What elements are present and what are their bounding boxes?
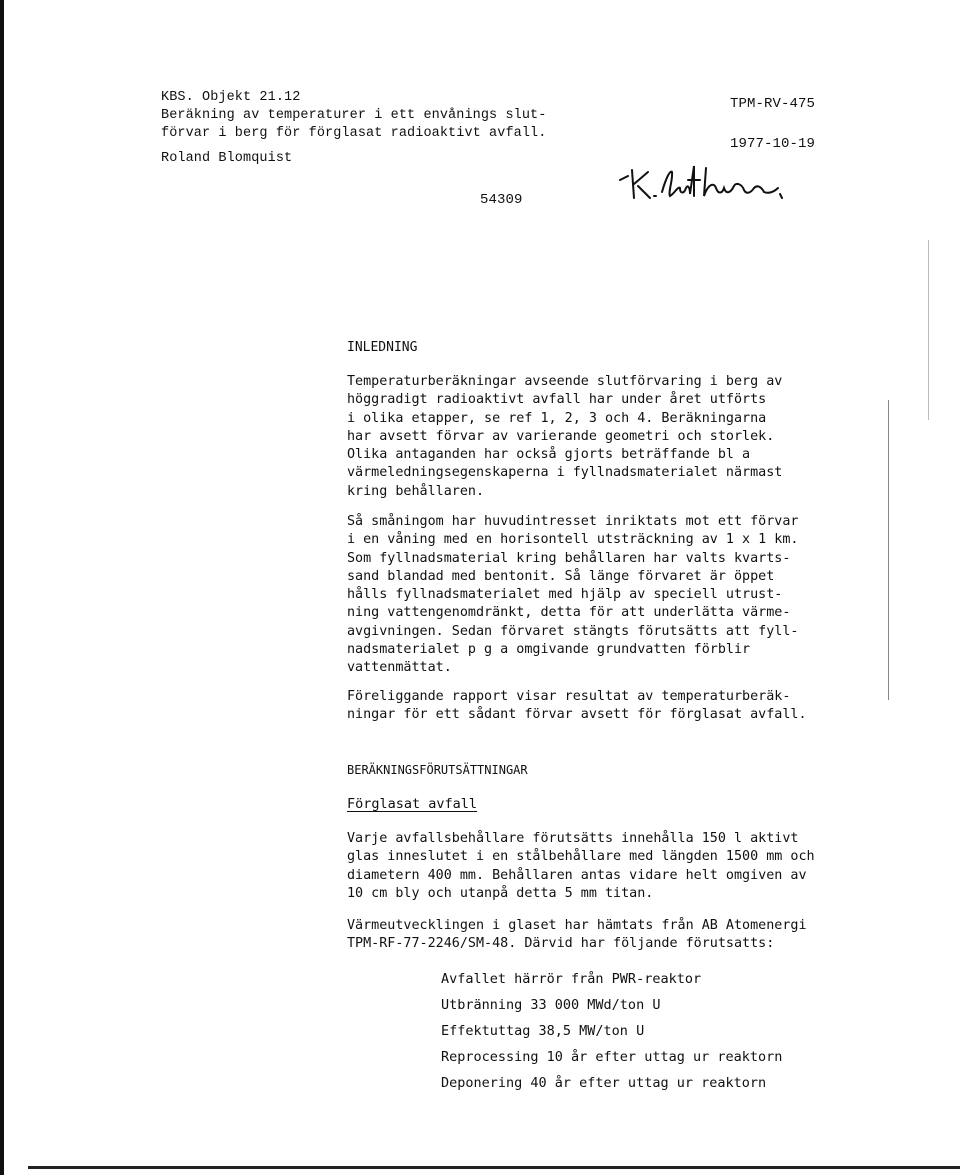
text-line: kring behållaren. — [347, 483, 485, 499]
text-line: 10 cm bly och utanpå detta 5 mm titan. — [347, 885, 654, 901]
text-line: Föreliggande rapport visar resultat av temperaturberäk- — [347, 689, 791, 704]
section-heading-calculation: BERÄKNINGSFÖRUTSÄTTNINGAR — [347, 763, 528, 777]
list-item: Effektuttag 38,5 MW/ton U — [441, 1023, 645, 1039]
intro-paragraph-2 — [347, 513, 847, 678]
text-line: sand blandad med bentonit. Så länge förvaret är öppet — [347, 568, 775, 584]
list-item: Deponering 40 år efter uttag ur reaktorn — [441, 1075, 767, 1091]
waste-paragraph-2 — [347, 917, 847, 954]
text-line: Som fyllnadsmaterial kring behållaren har valts kvarts- — [347, 550, 791, 566]
title-line-2: förvar i berg för förglasat radioaktivt avfall. — [161, 126, 547, 141]
text-line: vattenmättat. — [347, 660, 452, 676]
intro-paragraph-3 — [347, 688, 847, 725]
text-line: hålls fyllnadsmaterialet med hjälp av speciell utrust- — [347, 587, 783, 603]
document-number: 54309 — [480, 192, 523, 208]
waste-paragraph-1 — [347, 830, 847, 903]
text-line: diametern 400 mm. Behållaren antas vidare helt omgiven av — [347, 867, 807, 883]
text-line: ningar för ett sådant förvar avsett för förglasat avfall. — [347, 707, 807, 723]
text-line: i en våning med en horisontell utsträckning av 1 x 1 km. — [347, 532, 799, 548]
scan-edge-bottom — [28, 1166, 960, 1169]
text-line: glas inneslutet i en stålbehållare med längden 1500 mm och — [347, 849, 815, 865]
text-line: Så småningom har huvudintresset inriktats mot ett förvar — [347, 514, 799, 529]
intro-paragraph-1 — [347, 373, 847, 501]
text-line: i olika etapper, se ref 1, 2, 3 och 4. Beräkningarna — [347, 410, 767, 426]
text-line: Temperaturberäkningar avseende slutförvaring i berg av — [347, 374, 783, 389]
project-line: KBS. Objekt 21.12 — [161, 90, 301, 105]
handwritten-signature — [618, 158, 788, 208]
text-line: höggradigt radioaktivt avfall har under året utförts — [347, 392, 767, 408]
text-line: Värmeutvecklingen i glaset har hämtats från AB Atomenergi — [347, 918, 807, 933]
text-line: har avsett förvar av varierande geometri och storlek. — [347, 428, 775, 444]
margin-line-right — [888, 400, 889, 700]
text-line: avgivningen. Sedan förvaret stängts förutsätts att fyll- — [347, 623, 799, 639]
list-item: Avfallet härrör från PWR-reaktor — [441, 971, 702, 987]
text-line: ning vattengenomdränkt, detta för att underlätta värme- — [347, 605, 791, 621]
text-line: TPM-RF-77-2246/SM-48. Därvid har följande förutsatts: — [347, 936, 775, 952]
scan-edge-left — [0, 0, 4, 1175]
author-name: Roland Blomquist — [161, 151, 293, 166]
report-id: TPM-RV-475 — [730, 96, 816, 112]
subheading-vitrified-waste: Förglasat avfall — [347, 796, 478, 812]
title-line-1: Beräkning av temperaturer i ett envånings slut- — [161, 108, 547, 123]
section-heading-intro: INLEDNING — [347, 340, 418, 355]
list-item: Utbränning 33 000 MWd/ton U — [441, 997, 661, 1013]
text-line: nadsmaterialet p g a omgivande grundvatten förblir — [347, 642, 751, 658]
report-date: 1977-10-19 — [730, 136, 816, 152]
assumptions-list — [441, 966, 782, 1096]
text-line: värmeledningsegenskaperna i fyllnadsmaterialet närmast — [347, 465, 783, 481]
margin-line-far-right — [928, 240, 929, 420]
text-line: Olika antaganden har också gjorts beträffande bl a — [347, 447, 751, 463]
list-item: Reprocessing 10 år efter uttag ur reaktorn — [441, 1049, 783, 1065]
text-line: Varje avfallsbehållare förutsätts innehålla 150 l aktivt — [347, 831, 799, 846]
